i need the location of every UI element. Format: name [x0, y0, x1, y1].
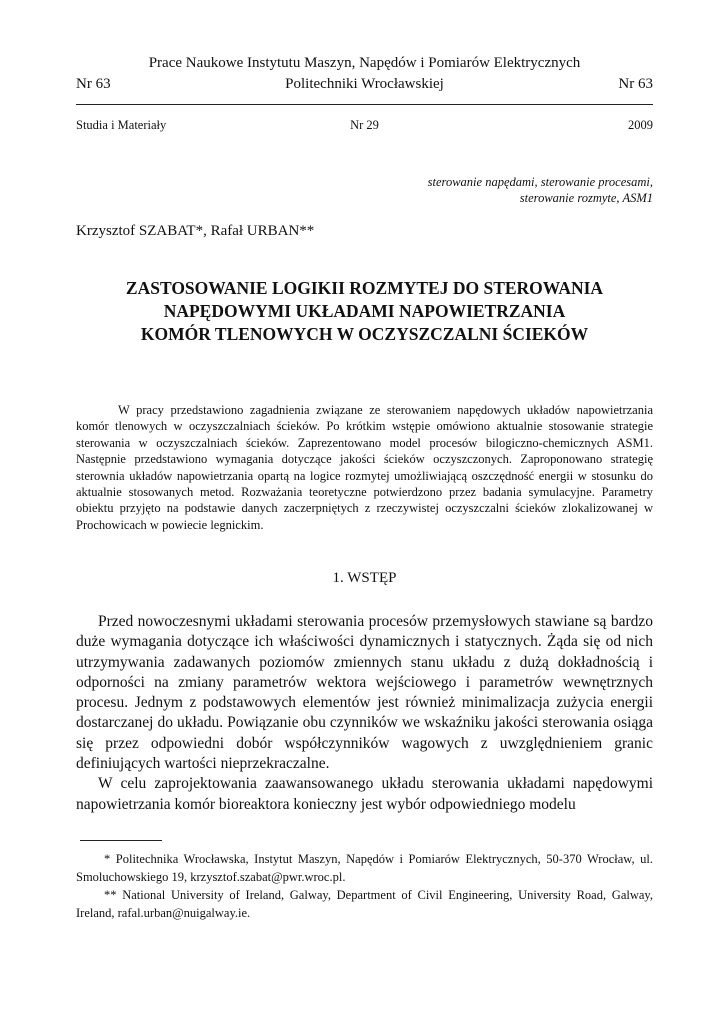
- footnote-1: * Politechnika Wrocławska, Instytut Maszyn, Napędów i Pomiarów Elektrycznych, 50-370 Wrocław, ul. Smoluchowskiego 19, krzysztof.szabat@pwr.wroc.pl.: [76, 852, 653, 884]
- series-name: Studia i Materiały: [76, 118, 167, 132]
- issue-number-right: Nr 63: [618, 76, 653, 92]
- paper-title: [76, 277, 653, 346]
- series-number: Nr 29: [350, 118, 379, 132]
- issue-number-left: Nr 63: [76, 76, 111, 92]
- journal-title-line1: Prace Naukowe Instytutu Maszyn, Napędów i Pomiarów Elektrycznych: [148, 55, 581, 71]
- abstract: W pracy przedstawiono zagadnienia związane ze sterowaniem napędowych układów napowietrzania komór tlenowych w oczyszczalniach ścieków. Po krótkim wstępie omówiono aktualnie stosowanie strategie sterowania w oczyszczalniach ścieków. Zaprezentowano model procesów bilogiczno-chemicznych ASM1. Następnie przedstawiono wymagania dotyczące jakości ścieków oczyszczonych. Zaproponowano strategię sterownia układów napowietrzania opartą na logice rozmytej umożliwiającą oszczędność energii w stosunku do aktualnie stosowanych metod. Rozważania teoretyczne potwierdzono przez badania symulacyjne. Parametry obiektu przyjęto na podstawie danych zaczerpniętych z rzeczywistej oczyszczalni ścieków zlokalizowanej w Prochowicach w powiecie legnickim.: [76, 403, 653, 532]
- footnotes: [76, 850, 653, 922]
- title-line1: ZASTOSOWANIE LOGIKII ROZMYTEJ DO STEROWANIA: [125, 278, 604, 298]
- header-divider: [76, 104, 653, 105]
- section-heading: 1. WSTĘP: [332, 570, 397, 586]
- body-text: [76, 612, 653, 815]
- title-line2: NAPĘDOWYMI UKŁADAMI NAPOWIETRZANIA: [163, 301, 566, 321]
- authors: Krzysztof SZABAT*, Rafał URBAN**: [76, 223, 315, 239]
- journal-header-row: [76, 76, 653, 96]
- series-year: 2009: [628, 118, 653, 132]
- title-line3: KOMÓR TLENOWYCH W OCZYSZCZALNI ŚCIEKÓW: [140, 324, 589, 344]
- paragraph-1: Przed nowoczesnymi układami sterowania procesów przemysłowych stawiane są bardzo duże wymagania dotyczące ich właściwości dynamicznych i statycznych. Żąda się od nich utrzymywania zadawanych poziomów zmiennych stanu układu z dużą dokładnością i odporności na zmiany parametrów wektora wejściowego i parametrów wewnętrznych procesu. Jednym z podstawowych elementów jest również minimalizacja zużycia energii dostarczanej do układu. Powiązanie obu czynników we wskaźniku jakości sterowania osiąga się przez odpowiedni dobór współczynników wagowych z uwzględnieniem granic definiujących wartości nieprzekraczalne.: [76, 613, 653, 773]
- footnote-divider: [80, 840, 162, 841]
- series-row: [76, 118, 653, 134]
- keywords-line2: sterowanie rozmyte, ASM1: [519, 191, 653, 205]
- keywords: [253, 174, 653, 206]
- footnote-2: ** National University of Ireland, Galway, Department of Civil Engineering, University Road, Galway, Ireland, rafal.urban@nuigalway.ie.: [76, 888, 653, 920]
- keywords-line1: sterowanie napędami, sterowanie procesami,: [427, 175, 653, 189]
- journal-title-line2: Politechniki Wrocławskiej: [285, 76, 444, 92]
- paragraph-2: W celu zaprojektowania zaawansowanego układu sterowania układami napędowymi napowietrzania komór bioreaktora konieczny jest wybór odpowiedniego modelu: [76, 775, 653, 813]
